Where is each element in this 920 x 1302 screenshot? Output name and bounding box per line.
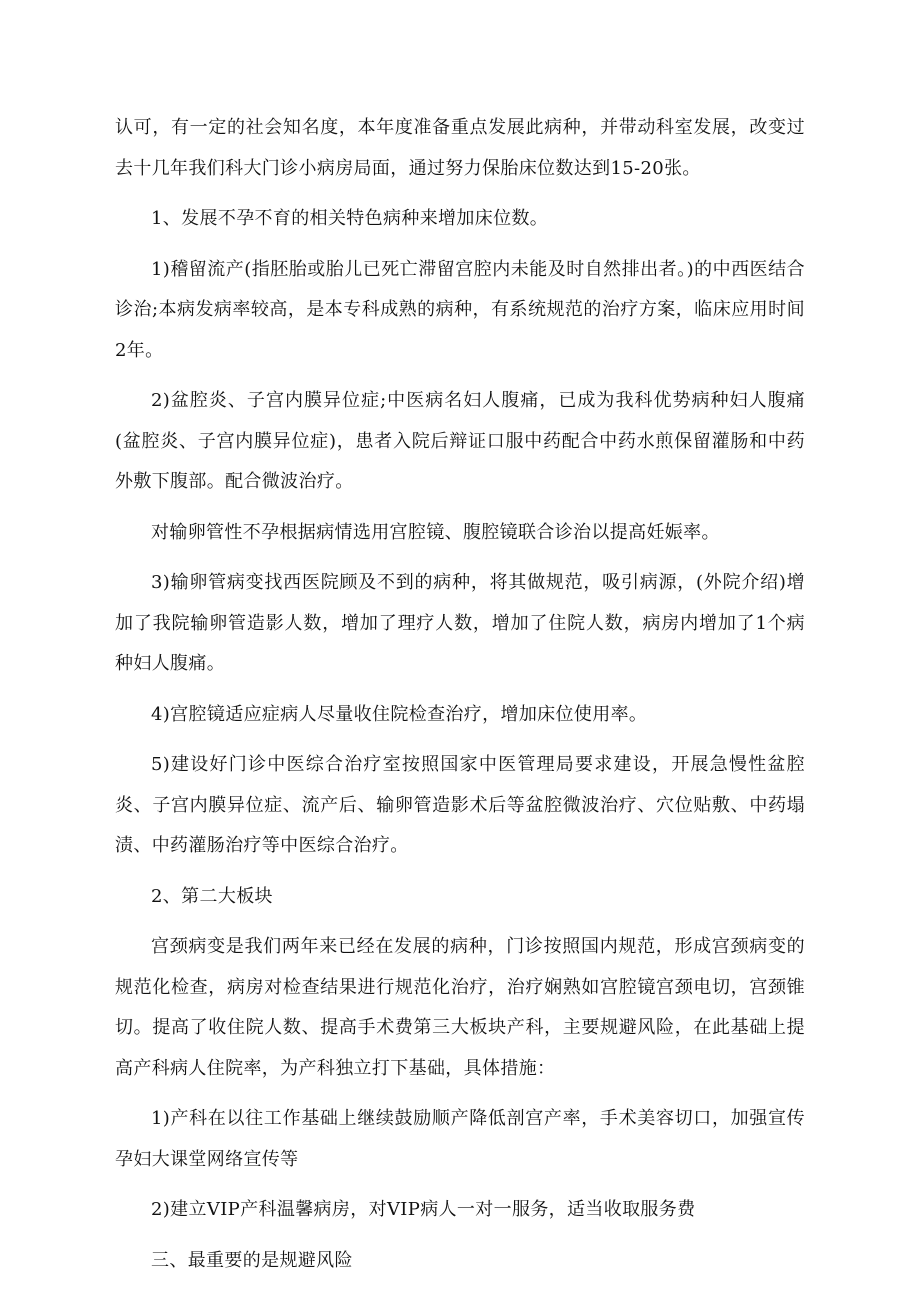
paragraph-fallopian-note: 对输卵管性不孕根据病情选用宫腔镜、腹腔镜联合诊治以提高妊娠率。	[151, 521, 720, 543]
paragraph-obstetrics-item-2: 2)建立VIP产科温馨病房，对VIP病人一对一服务，适当收取服务费	[151, 1199, 696, 1220]
paragraph-item-3: 3)输卵管病变找西医院顾及不到的病种，将其做规范，吸引病源，(外院介绍)增加了我院输卵管造影人数，增加了理疗人数，增加了住院人数，病房内增加了1个病种妇人腹痛。	[115, 572, 805, 674]
paragraph-item-2: 2)盆腔炎、子宫内膜异位症;中医病名妇人腹痛，已成为我科优势病种妇人腹痛(盆腔炎、子宫内膜异位症)，患者入院后辩证口服中药配合中药水煎保留灌肠和中药外敷下腹部。配合微波治疗。	[115, 390, 805, 492]
paragraph-obstetrics-item-1: 1)产科在以往工作基础上继续鼓励顺产降低剖宫产率，手术美容切口，加强宣传孕妇大课堂网络宣传等	[115, 1108, 805, 1170]
paragraph-continuation: 认可，有一定的社会知名度，本年度准备重点发展此病种，并带动科室发展，改变过去十几年我们科大门诊小病房局面，通过努力保胎床位数达到15-20张。	[115, 117, 805, 179]
paragraph-cervical-section: 宫颈病变是我们两年来已经在发展的病种，门诊按照国内规范，形成宫颈病变的规范化检查，病房对检查结果进行规范化治疗，治疗娴熟如宫腔镜宫颈电切，宫颈锥切。提高了收住院人数、提高手术费第三大板块产科，主要规避风险，在此基础上提高产科病人住院率，为产科独立打下基础，具体措施：	[115, 936, 805, 1079]
paragraph-item-4: 4)宫腔镜适应症病人尽量收住院检查治疗，增加床位使用率。	[151, 703, 648, 725]
paragraph-item-5: 5)建设好门诊中医综合治疗室按照国家中医管理局要求建设，开展急慢性盆腔炎、子宫内膜异位症、流产后、输卵管造影术后等盆腔微波治疗、穴位贴敷、中药塌渍、中药灌肠治疗等中医综合治疗。	[115, 754, 805, 856]
paragraph-item-1: 1)稽留流产(指胚胎或胎儿已死亡滞留宫腔内未能及时自然排出者。)的中西医结合诊治;本病发病率较高，是本专科成熟的病种，有系统规范的治疗方案，临床应用时间2年。	[115, 258, 805, 361]
paragraph-heading-1: 1、发展不孕不育的相关特色病种来增加床位数。	[151, 208, 549, 229]
paragraph-heading-3: 三、最重要的是规避风险	[151, 1249, 353, 1271]
document-body	[115, 108, 805, 1281]
paragraph-heading-2: 2、第二大板块	[151, 885, 273, 907]
